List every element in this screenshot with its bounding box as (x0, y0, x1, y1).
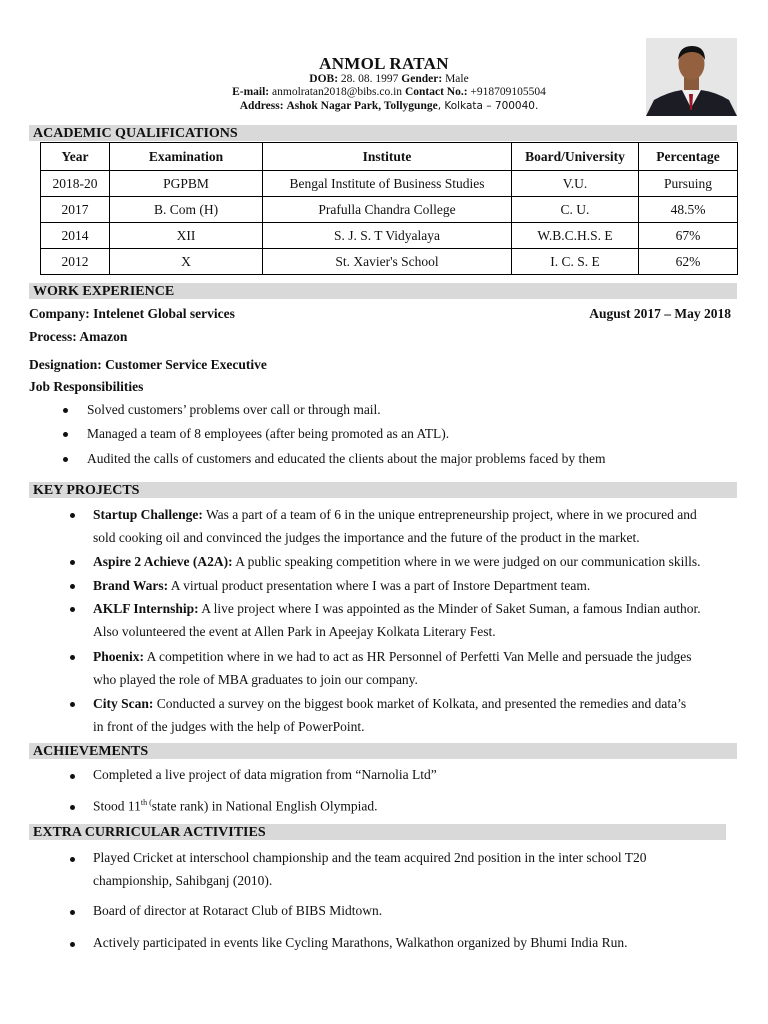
bullet-icon (70, 607, 75, 612)
project-item (93, 597, 733, 643)
project-item (93, 574, 733, 597)
cell-year: 2018-20 (41, 171, 110, 197)
section-work: WORK EXPERIENCE (29, 283, 737, 299)
bullet-icon (70, 805, 75, 810)
project-title: AKLF Internship: (93, 601, 199, 616)
cell-exam: XII (110, 223, 263, 249)
cell-board: I. C. S. E (512, 249, 639, 275)
project-desc: Conducted a survey on the biggest book market of Kolkata, and presented the remedies and data’s (153, 696, 687, 711)
project-desc: A virtual product presentation where I was a part of Instore Department team. (168, 578, 591, 593)
bullet-icon (63, 432, 68, 437)
achievement-item (93, 798, 377, 815)
achievement-superscript: th ( (140, 798, 152, 807)
table-header-row (41, 143, 738, 171)
work-process: Process: Amazon (29, 329, 128, 344)
gender-value: Male (445, 73, 469, 85)
cell-institute: St. Xavier's School (263, 249, 512, 275)
responsibility-item: Solved customers’ problems over call or through mail. (87, 402, 381, 417)
bullet-icon (70, 560, 75, 565)
col-board: Board/University (512, 143, 639, 171)
cell-exam: X (110, 249, 263, 275)
extra-item (93, 846, 733, 892)
cell-exam: B. Com (H) (110, 197, 263, 223)
bullet-icon (70, 584, 75, 589)
bullet-icon (70, 702, 75, 707)
achievement-text: Stood 11 (93, 798, 141, 814)
cell-institute: Prafulla Chandra College (263, 197, 512, 223)
bullet-icon (70, 910, 75, 915)
project-title: Aspire 2 Achieve (A2A): (93, 554, 233, 569)
section-extra: EXTRA CURRICULAR ACTIVITIES (29, 824, 726, 840)
achievement-item: Completed a live project of data migration from “Narnolia Ltd” (93, 767, 437, 782)
contact-value: +918709105504 (470, 86, 546, 98)
education-table (40, 142, 738, 275)
project-desc-cont: in front of the judges with the help of PowerPoint. (93, 719, 365, 734)
cell-percentage: Pursuing (639, 171, 738, 197)
cell-board: V.U. (512, 171, 639, 197)
bullet-icon (70, 655, 75, 660)
bullet-icon (70, 857, 75, 862)
project-title: Brand Wars: (93, 578, 169, 593)
cell-year: 2014 (41, 223, 110, 249)
email-label: E-mail: (232, 86, 270, 98)
project-desc: A competition where in we had to act as HR Personnel of Perfetti Van Melle and persuade the judges (144, 649, 692, 664)
responsibility-item: Audited the calls of customers and educated the clients about the major problems faced by them (87, 451, 606, 466)
cell-board: C. U. (512, 197, 639, 223)
dob-value: 28. 08. 1997 (340, 73, 399, 85)
project-item (93, 503, 733, 549)
project-desc-cont: sold cooking oil and convinced the judges the importance and the future of the product in the market. (93, 530, 640, 545)
project-item (93, 692, 733, 738)
extra-text: Played Cricket at interschool championship and the team acquired 2nd position in the inter school T20 (93, 850, 647, 865)
bullet-icon (70, 942, 75, 947)
cell-year: 2012 (41, 249, 110, 275)
dob-label: DOB: (309, 73, 339, 85)
section-academic: ACADEMIC QUALIFICATIONS (29, 125, 737, 141)
project-desc: A live project where I was appointed as the Minder of Saket Suman, a famous Indian author. (198, 601, 701, 616)
section-achievements: ACHIEVEMENTS (29, 743, 737, 759)
bullet-icon (63, 457, 68, 462)
project-desc: Was a part of a team of 6 in the unique entrepreneurship project, where in we procured and (202, 507, 697, 522)
project-title: City Scan: (93, 696, 154, 711)
responsibility-item: Managed a team of 8 employees (after being promoted as an ATL). (87, 426, 450, 441)
bullet-icon (70, 774, 75, 779)
work-designation: Designation: Customer Service Executive (29, 357, 267, 372)
cell-institute: Bengal Institute of Business Studies (263, 171, 512, 197)
project-title: Phoenix: (93, 649, 145, 664)
col-percentage: Percentage (639, 143, 738, 171)
project-item (93, 550, 733, 573)
work-responsibilities-title: Job Responsibilities (29, 379, 144, 394)
achievement-text-cont: state rank) in National English Olympiad. (151, 798, 378, 814)
work-company: Company: Intelenet Global services (29, 306, 235, 321)
col-institute: Institute (263, 143, 512, 171)
cell-institute: S. J. S. T Vidyalaya (263, 223, 512, 249)
profile-photo (646, 38, 737, 116)
address-bold: Ashok Nagar Park, Tollygunge (286, 100, 438, 112)
contact-label: Contact No.: (404, 86, 468, 98)
project-item (93, 645, 733, 691)
gender-label: Gender: (401, 73, 443, 85)
candidate-name: ANMOL RATAN (319, 54, 449, 73)
project-title: Startup Challenge: (93, 507, 203, 522)
project-desc-cont: who played the role of MBA graduates to join our company. (93, 672, 418, 687)
table-row (41, 171, 738, 197)
bullet-icon (70, 513, 75, 518)
work-dates: August 2017 – May 2018 (589, 306, 731, 321)
col-examination: Examination (110, 143, 263, 171)
cell-percentage: 67% (639, 223, 738, 249)
table-row (41, 223, 738, 249)
section-projects: KEY PROJECTS (29, 482, 737, 498)
project-desc-cont: Also volunteered the event at Allen Park in Apeejay Kolkata Literary Fest. (93, 624, 496, 639)
extra-text: Actively participated in events like Cycling Marathons, Walkathon organized by Bhumi India Run. (93, 935, 628, 950)
extra-item (93, 899, 733, 922)
email-value: anmolratan2018@bibs.co.in (272, 86, 403, 98)
cell-percentage: 62% (639, 249, 738, 275)
table-row (41, 197, 738, 223)
project-desc: A public speaking competition where in we were judged on our communication skills. (232, 554, 701, 569)
profile-photo-image (646, 38, 737, 116)
bullet-icon (63, 408, 68, 413)
col-year: Year (41, 143, 110, 171)
extra-text-cont: championship, Sahibganj (2010). (93, 873, 273, 888)
cell-exam: PGPBM (110, 171, 263, 197)
extra-item (93, 931, 733, 954)
cell-board: W.B.C.H.S. E (512, 223, 639, 249)
cell-percentage: 48.5% (639, 197, 738, 223)
extra-text: Board of director at Rotaract Club of BIBS Midtown. (93, 903, 383, 918)
cell-year: 2017 (41, 197, 110, 223)
address-rest: , Kolkata – 700040. (437, 100, 539, 112)
address-label: Address: (239, 100, 284, 112)
table-row (41, 249, 738, 275)
